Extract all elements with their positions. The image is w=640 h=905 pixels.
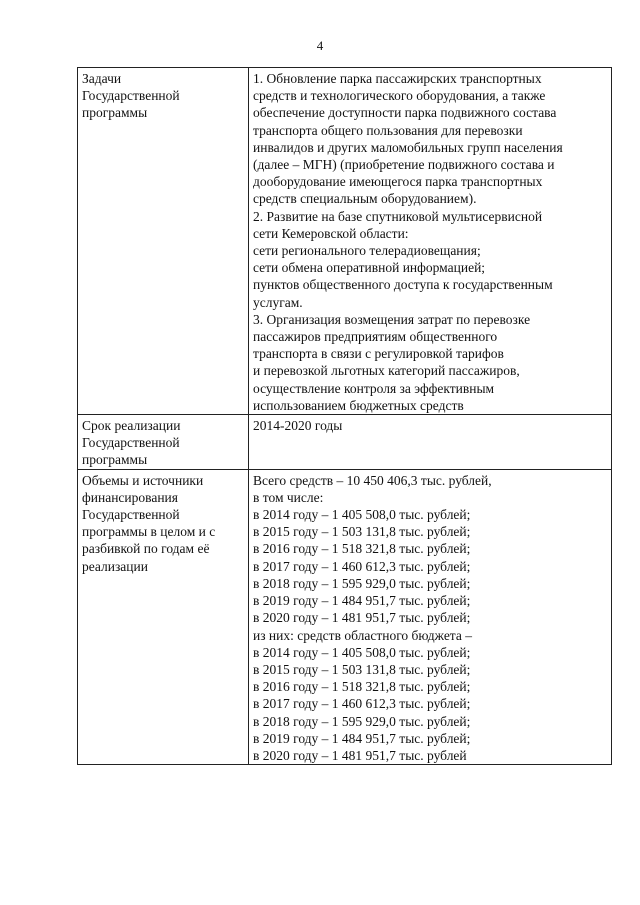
value-line: инвалидов и других маломобильных групп населения <box>253 139 563 155</box>
value-line: пассажиров предприятиям общественного <box>253 329 498 345</box>
value-line: в 2020 году – 1 481 951,7 тыс. рублей <box>253 747 467 763</box>
label-line: Государственной <box>82 435 180 451</box>
table-row <box>78 415 612 470</box>
value-line: средств и технологического оборудования, а также <box>253 88 546 104</box>
label-line: программы в целом и с <box>82 524 216 540</box>
value-line: в 2015 году – 1 503 131,8 тыс. рублей; <box>253 661 471 677</box>
value-line: 3. Организация возмещения затрат по перевозке <box>253 311 531 327</box>
value-line: сети Кемеровской области: <box>253 225 409 241</box>
label-line: Объемы и источники <box>82 472 204 488</box>
label-line: финансирования <box>82 489 178 505</box>
value-line: в том числе: <box>253 489 324 505</box>
value-line: Всего средств – 10 450 406,3 тыс. рублей, <box>253 472 492 488</box>
value-line: в 2017 году – 1 460 612,3 тыс. рублей; <box>253 558 471 574</box>
label-line: программы <box>82 105 148 121</box>
row-value-cell <box>249 469 612 764</box>
label-line: разбивкой по годам её <box>82 541 210 557</box>
row-value-cell <box>249 68 612 415</box>
value-line: в 2014 году – 1 405 508,0 тыс. рублей; <box>253 507 471 523</box>
value-line: 2014-2020 годы <box>253 418 343 434</box>
row-value-cell <box>249 415 612 470</box>
table-row <box>78 469 612 764</box>
value-line: 1. Обновление парка пассажирских транспортных <box>253 71 542 86</box>
label-line: Срок реализации <box>82 418 181 434</box>
value-line: в 2016 году – 1 518 321,8 тыс. рублей; <box>253 679 471 695</box>
page-number: 4 <box>316 38 324 53</box>
value-line: сети обмена оперативной информацией; <box>253 260 486 276</box>
value-line: сети регионального телерадиовещания; <box>253 243 481 259</box>
value-line: транспорта в связи с регулировкой тарифов <box>253 346 504 362</box>
label-line: реализации <box>82 558 148 574</box>
value-line: в 2019 году – 1 484 951,7 тыс. рублей; <box>253 730 471 746</box>
value-line: из них: средств областного бюджета – <box>253 627 472 643</box>
value-line: и перевозкой льготных категорий пассажиров, <box>253 363 520 379</box>
value-line: в 2018 году – 1 595 929,0 тыс. рублей; <box>253 575 471 591</box>
value-line: пунктов общественного доступа к государственным <box>253 277 553 293</box>
value-line: в 2014 году – 1 405 508,0 тыс. рублей; <box>253 644 471 660</box>
value-line: услугам. <box>253 294 303 310</box>
label-line: Государственной <box>82 507 180 523</box>
value-line: осуществление контроля за эффективным <box>253 380 495 396</box>
value-line: в 2015 году – 1 503 131,8 тыс. рублей; <box>253 524 471 540</box>
value-line: дооборудование имеющегося парка транспортных <box>253 174 543 190</box>
label-line: Государственной <box>82 88 180 104</box>
program-passport-table <box>77 67 612 765</box>
value-line: в 2016 году – 1 518 321,8 тыс. рублей; <box>253 541 471 557</box>
value-line: (далее – МГН) (приобретение подвижного состава и <box>253 157 555 173</box>
value-line: транспорта общего пользования для перевозки <box>253 122 523 138</box>
table-row <box>78 68 612 415</box>
row-label-cell <box>78 68 249 415</box>
value-line: в 2019 году – 1 484 951,7 тыс. рублей; <box>253 593 471 609</box>
value-line: в 2017 году – 1 460 612,3 тыс. рублей; <box>253 696 471 712</box>
label-line: Задачи <box>82 71 122 86</box>
label-line: программы <box>82 452 148 468</box>
row-label-cell <box>78 415 249 470</box>
value-line: в 2018 году – 1 595 929,0 тыс. рублей; <box>253 713 471 729</box>
value-line: средств специальным оборудованием). <box>253 191 477 207</box>
value-line: использованием бюджетных средств <box>253 397 464 413</box>
value-line: обеспечение доступности парка подвижного состава <box>253 105 557 121</box>
value-line: в 2020 году – 1 481 951,7 тыс. рублей; <box>253 610 471 626</box>
value-line: 2. Развитие на базе спутниковой мультисервисной <box>253 208 543 224</box>
row-label-cell <box>78 469 249 764</box>
